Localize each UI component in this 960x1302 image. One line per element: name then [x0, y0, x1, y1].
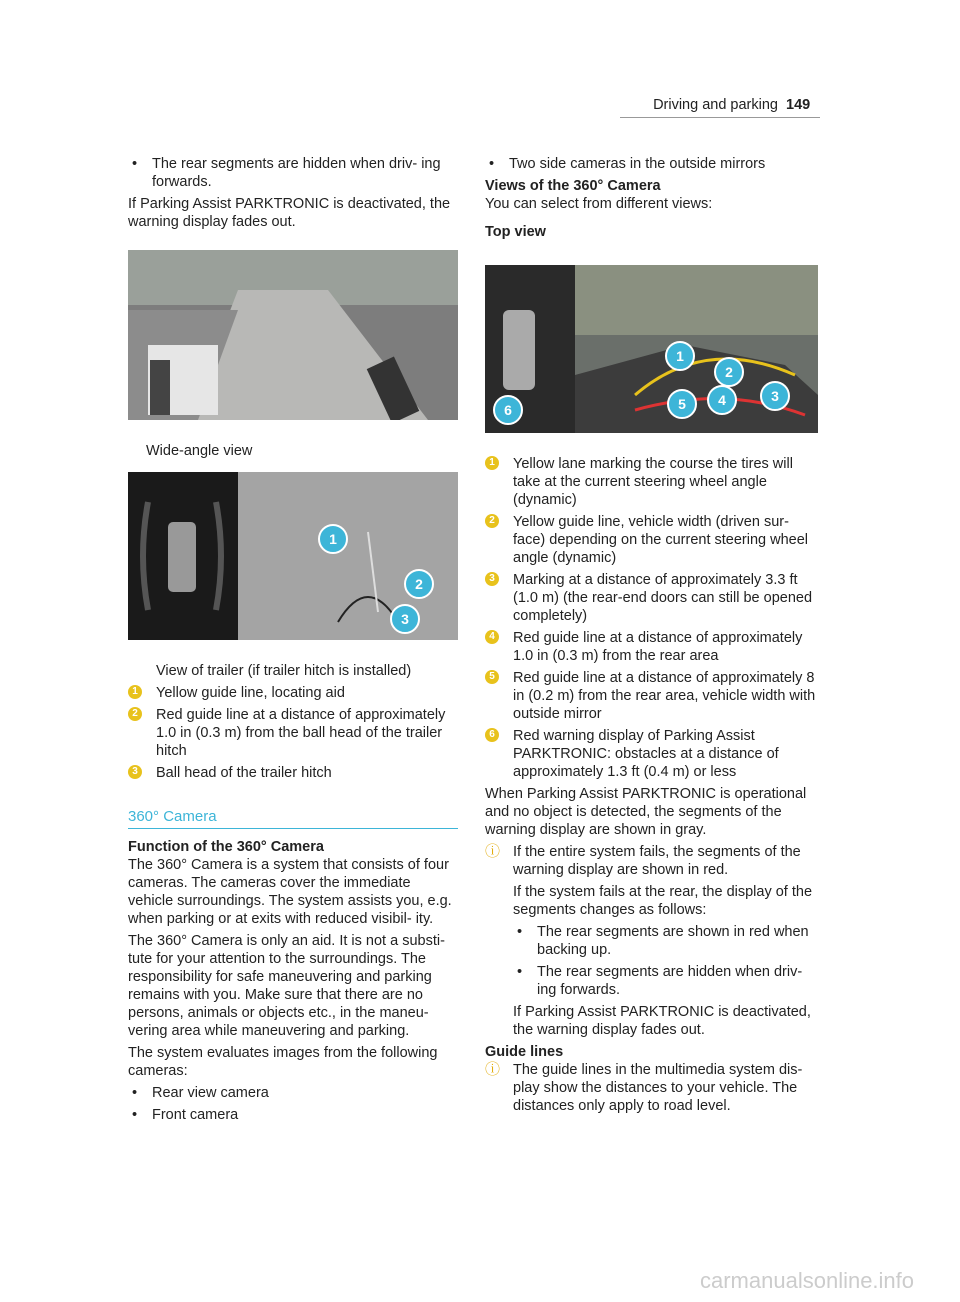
subheading: Views of the 360° Camera: [485, 178, 661, 194]
callout-3: 3: [760, 381, 790, 411]
subheading: Function of the 360° Camera: [128, 839, 324, 855]
watermark: carmanualsonline.info: [700, 1268, 915, 1293]
list-item: • The rear segments are shown in red when backing up.: [513, 923, 820, 959]
paragraph: If Parking Assist PARKTRONIC is deactivated, the warning display fades out.: [128, 196, 451, 230]
list-item: 3 Marking at a distance of approximately 3.3 ft (1.0 m) (the rear-end doors can still be opened completely): [485, 571, 820, 625]
list-item: 3 Ball head of the trailer hitch: [128, 764, 458, 782]
marker-2: 2: [485, 514, 499, 528]
marker-5: 5: [485, 670, 499, 684]
right-column-top: [485, 155, 820, 241]
info-icon: ⓘ: [485, 843, 501, 860]
callout-2: 2: [404, 569, 434, 599]
subheading: Top view: [485, 224, 546, 240]
caption-wide-angle: Wide-angle view: [146, 443, 253, 459]
list-item: 1 Yellow lane marking the course the tires will take at the current steering wheel angle (dynamic): [485, 455, 820, 509]
callout-3: 3: [390, 604, 420, 634]
list-item: 1 Yellow guide line, locating aid: [128, 684, 458, 702]
paragraph: The 360° Camera is only an aid. It is not a substi‐ tute for your attention to the surroundings. The responsibility for safe maneuvering and parking remains with you. Make sure that there are no persons, animals or objects etc., in the maneu‐ vering area while maneuvering and parking.: [128, 933, 445, 1039]
section-rule: [128, 828, 458, 829]
marker-2: 2: [128, 707, 142, 721]
list-item: 5 Red guide line at a distance of approximately 8 in (0.2 m) from the rear area, vehicle width with outside mirror: [485, 669, 820, 723]
callout-2: 2: [714, 357, 744, 387]
subheading: Guide lines: [485, 1044, 564, 1060]
note: [485, 843, 820, 1039]
note-text: If the system fails at the rear, the display of the segments changes as follows:: [513, 884, 813, 918]
trailer-view-image: [128, 472, 458, 640]
marker-3: 3: [128, 765, 142, 779]
paragraph: When Parking Assist PARKTRONIC is operational and no object is detected, the segments of the warning display are shown in gray.: [485, 786, 807, 838]
marker-1: 1: [128, 685, 142, 699]
paragraph: The 360° Camera is a system that consists of four cameras. The cameras cover the immediate vehicle surroundings. The system assists you, e.g. when parking or at exits with reduced visibil‐ ity.: [128, 857, 452, 927]
section-header: Driving and parking: [653, 97, 778, 113]
list-item: 2 Yellow guide line, vehicle width (driven sur‐ face) depending on the current steering wheel angle (dynamic): [485, 513, 820, 567]
list-item: 2 Red guide line at a distance of approximately 1.0 in (0.3 m) from the ball head of the trailer hitch: [128, 706, 458, 760]
note-text: The guide lines in the multimedia system dis‐ play show the distances to your vehicle. The distances only apply to road level.: [513, 1062, 803, 1114]
marker-4: 4: [485, 630, 499, 644]
note: [485, 1061, 820, 1115]
page-number: 149: [786, 97, 811, 113]
right-column-body: [485, 455, 820, 1119]
left-column-top: [128, 155, 458, 235]
list-item: • Front camera: [128, 1106, 458, 1124]
list-item: 6 Red warning display of Parking Assist PARKTRONIC: obstacles at a distance of approximately 1.3 ft (0.4 m) or less: [485, 727, 820, 781]
header-rule: [620, 117, 820, 118]
info-icon: ⓘ: [485, 1061, 501, 1078]
list-item: • The rear segments are hidden when driv‐ ing forwards.: [513, 963, 820, 999]
note-text: If Parking Assist PARKTRONIC is deactivated, the warning display fades out.: [513, 1004, 811, 1038]
callout-5: 5: [667, 389, 697, 419]
paragraph: You can select from different views:: [485, 196, 713, 212]
note-text: If the entire system fails, the segments of the warning display are shown in red.: [513, 844, 801, 878]
callout-4: 4: [707, 385, 737, 415]
marker-6: 6: [485, 728, 499, 742]
callout-6: 6: [493, 395, 523, 425]
trailer-caption-block: [128, 662, 458, 786]
list-item: • The rear segments are hidden when driv‐ ing forwards.: [128, 155, 458, 191]
marker-1: 1: [485, 456, 499, 470]
list-item: • Rear view camera: [128, 1084, 458, 1102]
left-column-body: [128, 838, 458, 1128]
paragraph: The system evaluates images from the following cameras:: [128, 1045, 438, 1079]
callout-1: 1: [665, 341, 695, 371]
wide-angle-image: [128, 250, 458, 420]
section-title: 360° Camera: [128, 808, 217, 825]
caption-trailer: View of trailer (if trailer hitch is installed): [156, 663, 412, 679]
top-view-image: [485, 265, 818, 433]
list-item: • Two side cameras in the outside mirrors: [485, 155, 820, 173]
callout-1: 1: [318, 524, 348, 554]
marker-3: 3: [485, 572, 499, 586]
wide-angle-illustration: [128, 250, 458, 420]
list-item: 4 Red guide line at a distance of approximately 1.0 in (0.3 m) from the rear area: [485, 629, 820, 665]
